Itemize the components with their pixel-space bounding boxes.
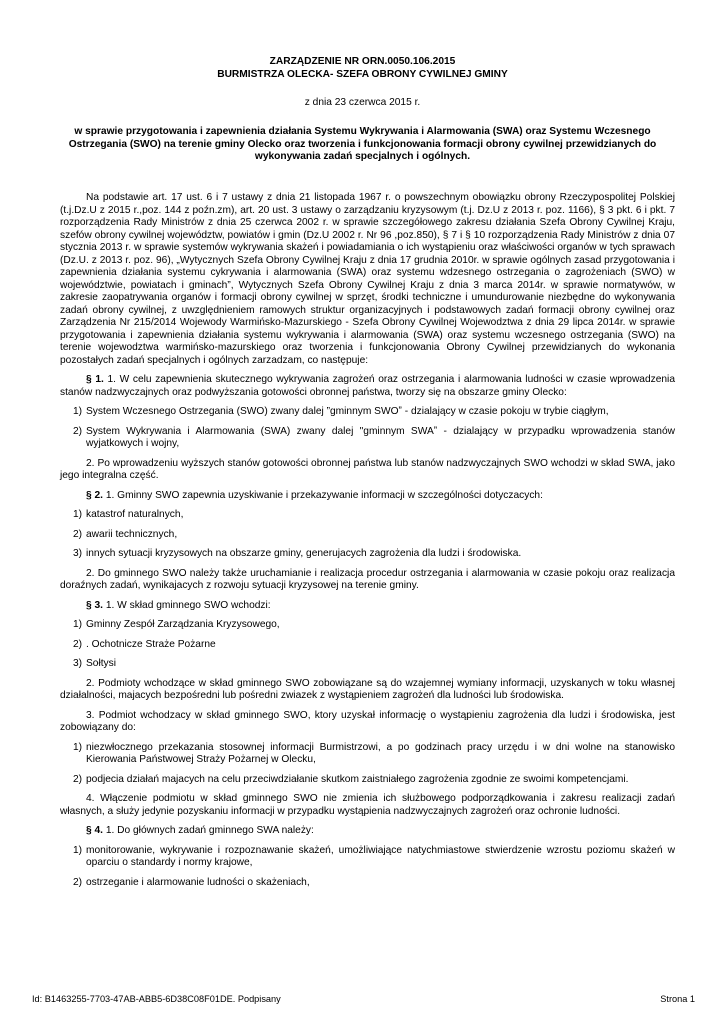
section-1-para-2: 2. Po wprowadzeniu wyższych stanów gotowości obronnej państwa lub stanów nadzwyczajnych SWO wchodzi w skład SWA, jako jego integralna część. bbox=[60, 457, 675, 481]
document-subject: w sprawie przygotowania i zapewnienia działania Systemu Wykrywania i Alarmowania (SWA) oraz Systemu Wczesnego Ostrzegania (SWO) na terenie gminy Olecko oraz tworzenia i funkcjonowania formacji obrony cywilnej przewidzianych do wykonywania zadań specjalnych i ogólnych. bbox=[68, 126, 657, 162]
list-item: 2) podjecia działań majacych na celu przeciwdziałanie skutkom zaistniałego zagrożenia zgodnie ze swoimi kompetencjami. bbox=[72, 773, 629, 785]
section-3-para-2: 2. Podmioty wchodzące w skład gminnego SWO zobowiązane są do wzajemnej wymiany informacji, uzyskanych w toku własnej działalności, majacych bezpośredni lub pośredni zwiazek z wystąpieniem zagrożeń dla ludności lub środowiska. bbox=[60, 677, 675, 701]
list-item: 1) niezwłocznego przekazania stosownej informacji Burmistrzowi, a po godzinach pracy urzędu i w dni wolne na stanowisko Kierowania Państwowej Straży Pożarnej w Olecku, bbox=[72, 741, 675, 765]
document-id: Id: B1463255-7703-47AB-ABB5-6D38C08F01DE. Podpisany bbox=[32, 994, 281, 1004]
section-1-sign: § 1. bbox=[86, 374, 104, 385]
section-3-para-4: 4. Włączenie podmiotu w skład gminnego SWO nie zmienia ich służbowego podporządkowania i zakresu realizacji zadań własnych, a służy jedynie pozyskaniu informacji w przypadku wystąpienia nadzwyczajnych zagrożeń oraz ochronie ludności. bbox=[60, 793, 675, 817]
section-1-para-1: § 1. 1. W celu zapewnienia skutecznego wykrywania zagrożeń oraz ostrzegania i alarmowania ludności w czasie wprowadzenia stanów nadzwyczajnych oraz podwyższania gotowości obronnej państwa, tworzy się na obszarze gminy Olecko: bbox=[60, 374, 675, 398]
title-line-1: ZARZĄDZENIE NR ORN.0050.106.2015 bbox=[269, 56, 456, 67]
document-title bbox=[60, 56, 665, 81]
title-line-2: BURMISTRZA OLECKA- SZEFA OBRONY CYWILNEJ GMINY bbox=[217, 68, 508, 80]
section-3-sign: § 3. bbox=[86, 599, 103, 611]
list-item: 1) monitorowanie, wykrywanie i rozpoznawanie skażeń, umożliwiające natychmiastowe stwierdzenie wzrostu poziomu skażeń w oparciu o standardy i normy krajowe, bbox=[72, 844, 675, 868]
document-date: z dnia 23 czerwca 2015 r. bbox=[304, 97, 421, 108]
section-4-para-1: § 4. 1. Do głównych zadań gminnego SWA należy: bbox=[86, 825, 314, 836]
list-item: 1) katastrof naturalnych, bbox=[72, 509, 184, 520]
list-item: 1) System Wczesnego Ostrzegania (SWO) zwany dalej ”gminnym SWOˮ - dzialający w czasie pokoju w trybie ciągłym, bbox=[72, 406, 609, 417]
list-item: 2) awarii technicznych, bbox=[72, 528, 178, 540]
list-item: 3) Sołtysi bbox=[72, 658, 117, 669]
preamble: Na podstawie art. 17 ust. 6 i 7 ustawy z dnia 21 listopada 1967 r. o powszechnym obowiązku obrony Rzeczypospolitej Polskiej (t.j.Dz.U z 2015 r.,poz. 144 z poźn.zm), art. 20 ust. 3 ustawy o zarządzaniu kryzysowym (t.j. Dz.U z 2013 r. poz. 1166), § 3 pkt. 6 i pkt. 7 rozporządzenia Rady Ministrów z dnia 25 czerwca 2002 r. w sprawie szczegółowego zakresu działania Szefa Obrony Cywilnej Kraju, szefów obrony cywilnej województw, powiatów i gmin (Dz.U 2002 r. Nr 96 ,poz.850), § 7 i § 10 rozporządzenia Rady Ministrów z dnia 07 stycznia 2013 r. w sprawie systemów wykrywania skażeń i powiadamiania o ich wystąpieniu oraz właściwości organów w tych sprawach (Dz.U. z 2013 r. poz. 96), „Wytycznych Szefa Obrony Cywilnej Kraju z dnia 17 grudnia 2010r. w sprawie ogólnych zasad przygotowania i zapewnienia działania systemu cykrywania i alarmowania (SWA) oraz systemu wdzesnego ostrzegania o zagrożeniach (SWO) w województwie, powiatach i gminach”, Wytycznych Szefa Obrony Cywilnej Kraju z dnia 3 marca 2014r. w sprawie normatywów, w zakresie zaopatrywania organów i formacji obrony cywilnej w sprzęt, środki techniczne i umundurowanie niezbędne do wykonywania zadań obrony cywilnej, z uwzględnieniem ramowych struktur organizacyjnych i podstawowych zadań formacji obrony cywilnej oraz Zarządzenia Nr 215/2014 Wojewody Warmińsko-Mazurskiego - Szefa Obrony Cywilnej Wojewodztwa z dnia 29 lipca 2014r. w sprawie przygotowania i zapewnienia działania systemu wykrywania i alarmowania (SWA) oraz systemu wczesnego ostrzegania (SWO) na terenie wojewodztwa warmińsko-mazurskiego oraz tworzenia i funkcjonowania Obrony Cywilnej przewidzianych do wykonania pozostałych zadań specjalnych i ogólnych zarzadzam, co następuje: bbox=[60, 192, 675, 366]
section-2-para-2: 2. Do gminnego SWO należy także uruchamianie i realizacja procedur ostrzegania i alarmowania w czasie pokoju oraz realizacja doraźnych zadań, wynikajacych z rozwoju sytuacji kryzysowej na terenie gminy. bbox=[60, 567, 675, 591]
section-2-para-1: § 2. 1. Gminny SWO zapewnia uzyskiwanie i przekazywanie informacji w szczególności dotyczacych: bbox=[86, 489, 543, 501]
section-3-para-3: 3. Podmiot wchodzacy w skład gminnego SWO, ktory uzyskał informację o wystąpieniu zagrożenia dla ludzi i środowiska, jest zobowiązany do: bbox=[60, 709, 675, 733]
section-4-sign: § 4. bbox=[86, 825, 103, 836]
page-number: Strona 1 bbox=[660, 994, 695, 1004]
list-item: 1) Gminny Zespół Zarządzania Kryzysowego, bbox=[72, 619, 280, 630]
section-2-sign: § 2. bbox=[86, 489, 103, 501]
list-item: 2) . Ochotnicze Straże Pożarne bbox=[72, 638, 216, 650]
list-item: 3) innych sytuacji kryzysowych na obszarze gminy, generujacych zagrożenia dla ludzi i środowiska. bbox=[72, 548, 522, 559]
list-item: 2) ostrzeganie i alarmowanie ludności o skażeniach, bbox=[72, 876, 310, 888]
list-item: 2) System Wykrywania i Alarmowania (SWA) zwany dalej "gminnym SWAˮ - dzialający w przypadku wprowadzenia stanów wyjatkowych i wojny, bbox=[72, 425, 675, 449]
document-body bbox=[60, 192, 675, 889]
section-3-para-1: § 3. 1. W skład gminnego SWO wchodzi: bbox=[86, 599, 271, 611]
